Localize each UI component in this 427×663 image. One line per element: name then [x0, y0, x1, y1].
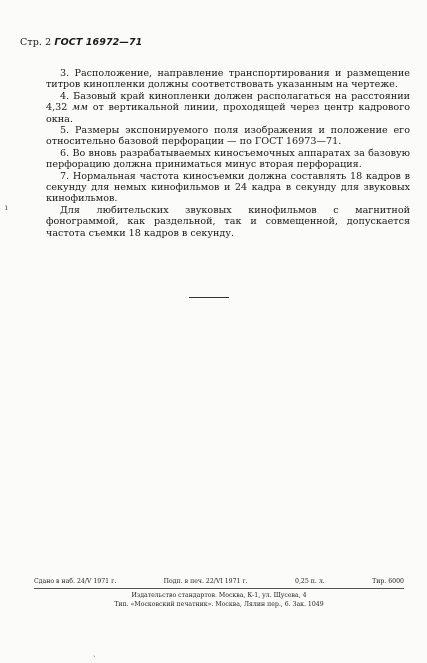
- scan-speck-mark: ı: [5, 203, 8, 212]
- scan-speck-mark-bottom: ˎ: [93, 648, 96, 657]
- paragraph-7-text: 7. Нормальная частота киносъемки должна составлять 18 кадров в секунду для немых кинофильмов и 24 кадра в секунду для звуковых кинофильмов.: [46, 170, 410, 205]
- imprint-sheets: 0,25 п. л.: [295, 578, 325, 585]
- paragraph-5: [46, 125, 410, 148]
- imprint-rule: [34, 588, 404, 589]
- imprint-signed: Подп. в печ. 22/VI 1971 г.: [163, 578, 248, 585]
- paragraph-8: [46, 205, 410, 239]
- imprint-copies: Тир. 6000: [372, 578, 404, 585]
- imprint-printer: Тип. «Московский печатник». Москва, Лялин пер., 6. Зак. 1049: [114, 601, 324, 608]
- page-header: [20, 37, 142, 48]
- standard-number: ГОСТ 16972—71: [54, 37, 143, 48]
- paragraph-3-text: 3. Расположение, направление транспортирования и размещение титров кинопленки должны соответствовать указанным на чертеже.: [46, 68, 410, 91]
- paragraph-4-text-start: 4. Базовый край кинопленки должен располагаться на расстоянии 4,32: [46, 90, 410, 114]
- document-body: [46, 68, 410, 239]
- imprint-dates-row: [34, 577, 404, 586]
- imprint-submitted: Сдано в наб. 24/V 1971 г.: [34, 578, 117, 585]
- paragraph-3: [46, 68, 410, 91]
- section-divider: [189, 297, 229, 298]
- paragraph-6-text: 6. Во вновь разрабатываемых киносъемочных аппаратах за базовую перфорацию должна приниматься минус вторая перфорация.: [46, 147, 410, 171]
- paragraph-8-text: Для любительских звуковых кинофильмов с магнитной фонограммой, как раздельной, так и совмещенной, допускается частота съемки 18 кадров в секунду.: [46, 204, 410, 239]
- paragraph-6: [46, 148, 410, 171]
- page-number: Стр. 2: [20, 37, 52, 48]
- paragraph-5-text: 5. Размеры экспонируемого поля изображения и положение его относительно базовой перфорации — по ГОСТ 16973—71.: [46, 125, 410, 148]
- paragraph-4-text-end: от вертикальной линии, проходящей через центр кадрового окна.: [46, 102, 410, 125]
- paragraph-4: [46, 91, 410, 125]
- imprint-footer: [34, 577, 404, 609]
- paragraph-4-unit: мм: [72, 102, 88, 114]
- paragraph-7: [46, 171, 410, 205]
- imprint-publisher: Издательство стандартов. Москва, К-1, ул. Щусева, 4: [131, 592, 307, 599]
